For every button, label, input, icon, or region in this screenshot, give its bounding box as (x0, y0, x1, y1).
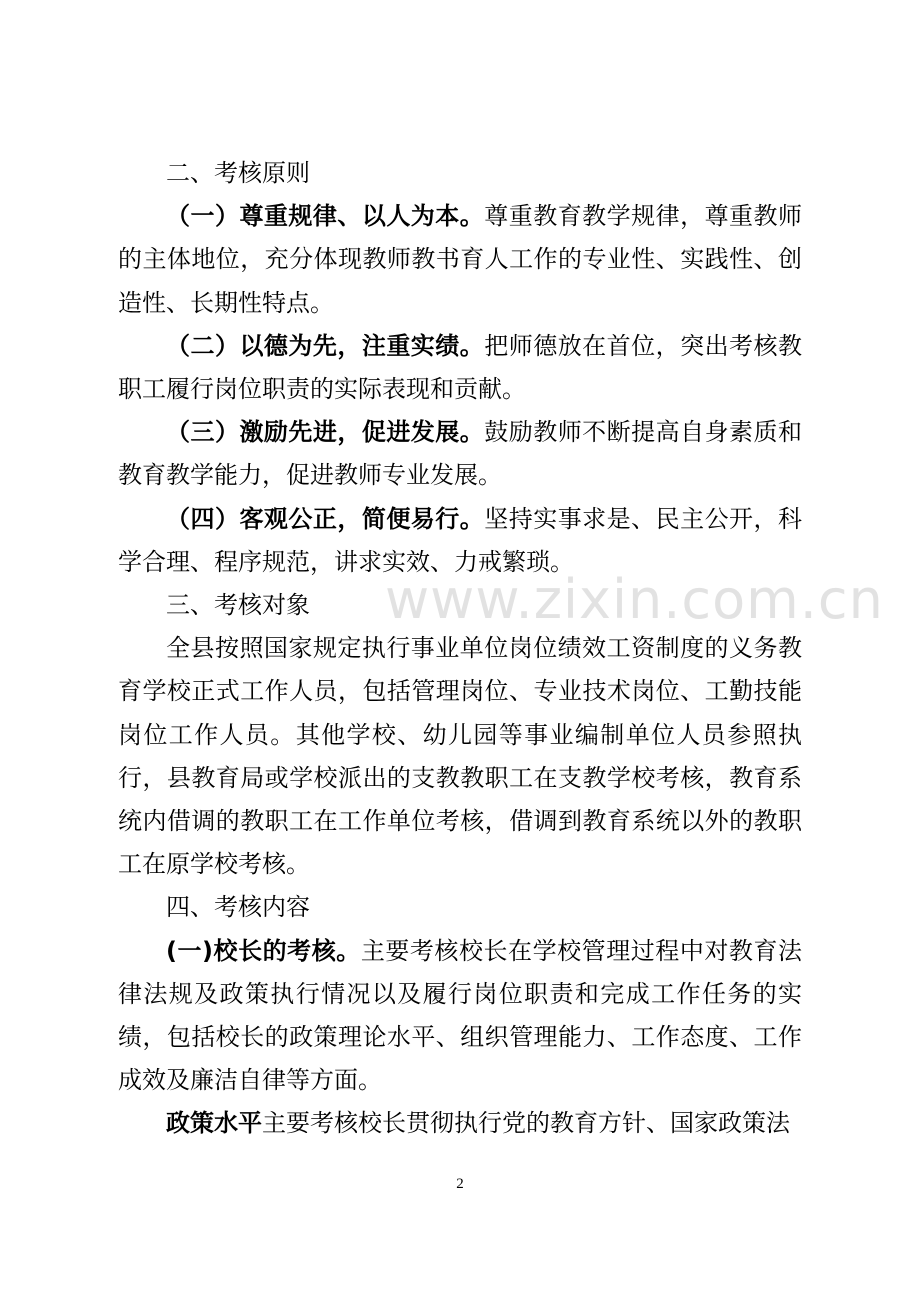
principal-assessment-title: (一)校长的考核。 (166, 936, 361, 965)
section-heading-principles: 二、考核原则 (166, 159, 310, 187)
policy-level (118, 1102, 802, 1145)
principal-assessment (118, 930, 802, 1103)
principle-1-text: 尊重教育教学规律，尊重教师的主体地位，充分体现教师教书育人工作的专业性、实践性、创造性、长期性特点。 (118, 202, 803, 317)
policy-level-text: 主要考核校长贯彻执行党的教育方针、国家政策法 (262, 1109, 790, 1138)
principle-4-title: （四）客观公正，简便易行。 (166, 504, 485, 533)
principle-2-text: 把师德放在首位，突出考核教职工履行岗位职责的实际表现和贡献。 (118, 331, 803, 404)
principle-3-text: 鼓励教师不断提高自身素质和教育教学能力，促进教师专业发展。 (118, 418, 803, 490)
principle-1 (118, 195, 802, 325)
principle-1-title: （一）尊重规律、以人为本。 (166, 202, 485, 231)
policy-level-title: 政策水平 (166, 1109, 262, 1138)
document-body (118, 152, 802, 1146)
principle-3 (118, 411, 802, 497)
targets-paragraph: 全县按照国家规定执行事业单位岗位绩效工资制度的义务教育学校正式工作人员，包括管理岗位、专业技术岗位、工勤技能岗位工作人员。其他学校、幼儿园等事业编制单位人员参照执行，县教育局或学校派出的支教教职工在支教学校考核，教育系统内借调的教职工在工作单位考核，借调到教育系统以外的教职工在原学校考核。 (118, 634, 802, 879)
section-heading-content: 四、考核内容 (166, 893, 310, 922)
principal-assessment-text: 主要考核校长在学校管理过程中对教育法律法规及政策执行情况以及履行岗位职责和完成工作任务的实绩，包括校长的政策理论水平、组织管理能力、工作态度、工作成效及廉洁自律等方面。 (118, 936, 803, 1095)
principle-2-title: （二）以德为先，注重实绩。 (166, 331, 485, 360)
section-heading-targets: 三、考核对象 (166, 591, 310, 620)
principle-2 (118, 325, 802, 411)
page-number: 2 (456, 1176, 464, 1192)
principle-3-title: （三）激励先进，促进发展。 (166, 418, 485, 447)
principle-4 (118, 498, 802, 584)
principle-4-text: 坚持实事求是、民主公开，科学合理、程序规范，讲求实效、力戒繁琐。 (118, 504, 803, 576)
watermark: www.zixin.com.cn (385, 568, 884, 631)
